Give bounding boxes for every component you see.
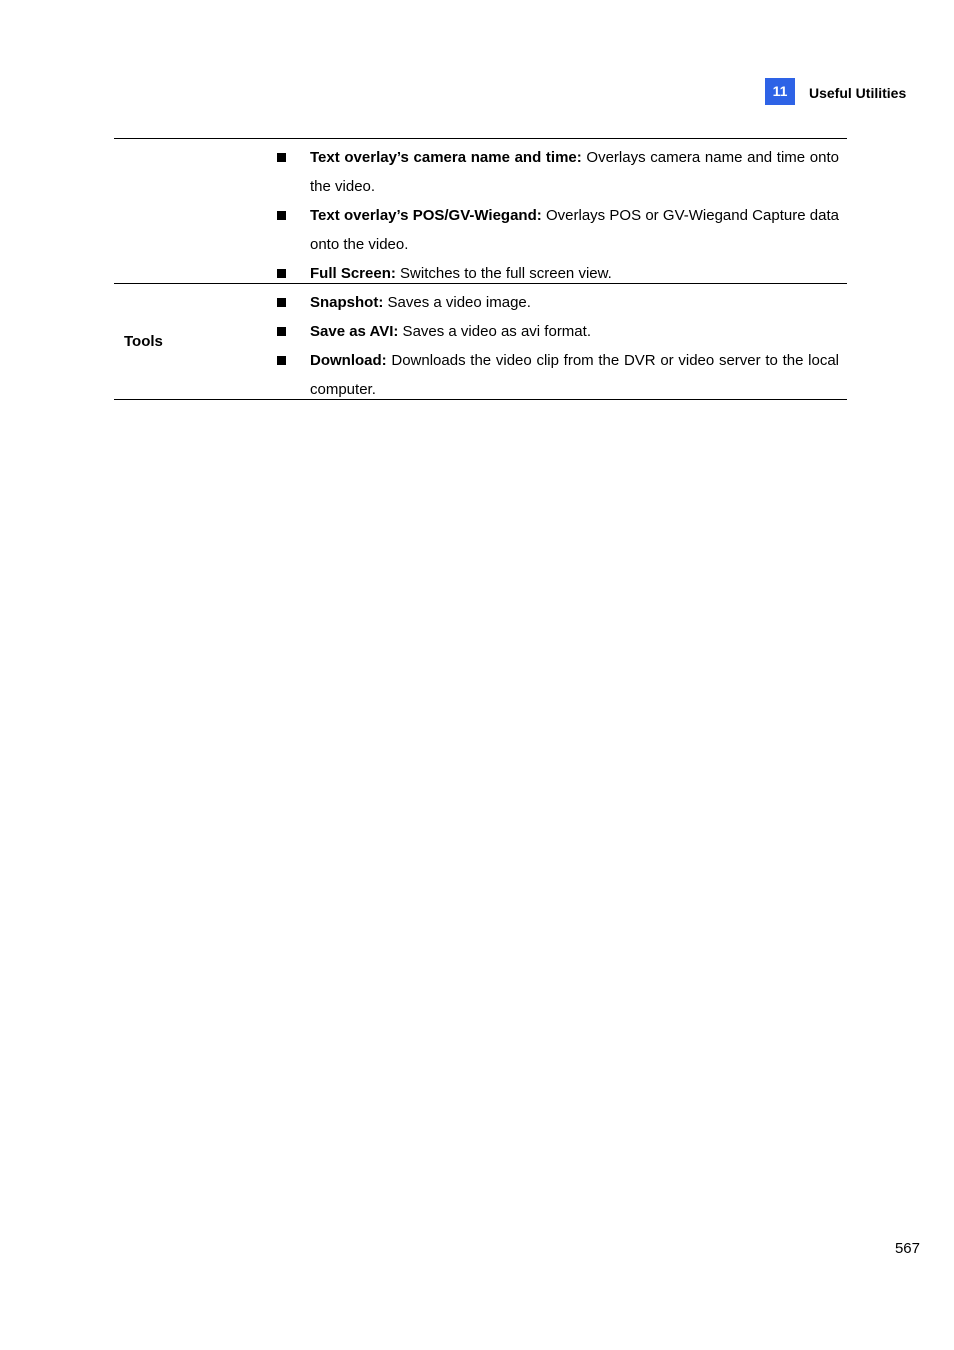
bullet-term: Save as AVI: (310, 323, 399, 340)
bullet-desc: Saves a video image. (383, 294, 531, 311)
list-item (272, 288, 839, 317)
row-content (272, 139, 847, 283)
list-item (272, 201, 839, 259)
row-label-tools: Tools (124, 333, 163, 350)
bullet-term: Download: (310, 352, 387, 369)
square-bullet-icon (272, 317, 310, 346)
row-label (114, 139, 272, 283)
square-bullet-icon (272, 288, 310, 317)
bullet-desc: Overlays camera name and time onto the video. (310, 149, 839, 195)
bullet-desc: Saves a video as avi format. (398, 323, 591, 340)
list-item (272, 317, 839, 346)
chapter-title: Useful Utilities (809, 85, 907, 101)
bullet-list (272, 288, 839, 404)
spec-table (114, 138, 847, 400)
square-bullet-icon (272, 346, 310, 404)
bullet-term: Snapshot: (310, 294, 384, 311)
list-item (272, 346, 839, 404)
square-bullet-icon (272, 201, 310, 259)
list-item (272, 143, 839, 201)
table-row-overlays (114, 139, 847, 284)
bullet-desc: Overlays POS or GV-Wiegand Capture data onto the video. (310, 207, 839, 253)
chapter-badge: 11 (765, 78, 795, 105)
bullet-list (272, 143, 839, 288)
table-row-tools (114, 284, 847, 400)
bullet-term: Text overlay’s POS/GV-Wiegand: (310, 207, 542, 224)
bullet-term: Text overlay’s camera name and time: (310, 149, 582, 166)
bullet-desc: Downloads the video clip from the DVR or video server to the local computer. (310, 352, 839, 398)
bullet-term: Full Screen: (310, 265, 396, 282)
row-content (272, 284, 847, 399)
page-number: 567 (894, 1240, 920, 1257)
square-bullet-icon (272, 143, 310, 201)
bullet-desc: Switches to the full screen view. (395, 265, 612, 282)
